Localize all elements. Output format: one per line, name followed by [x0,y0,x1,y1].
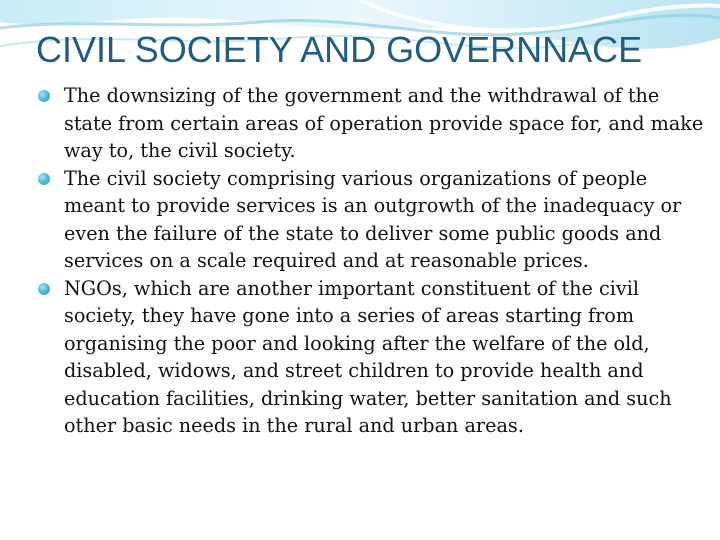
bullet-text: The civil society comprising various organizations of people meant to provide services is an outgrowth of the inadequacy or even the failure of the state to deliver some public goods and services on a scale required and at reasonable prices. [64,166,682,272]
bullet-dot-icon [38,90,50,102]
slide-title: CIVIL SOCIETY AND GOVERNNACE [36,29,643,70]
bullet-dot-icon [38,173,50,185]
bullet-text: The downsizing of the government and the withdrawal of the state from certain areas of operation provide space for, and make way to, the civil society. [64,84,704,162]
bullet-dot-icon [38,283,50,295]
bullet-text: NGOs, which are another important constituent of the civil society, they have gone into a series of areas starting from organising the poor and looking after the welfare of the old, disabled, widows, and street children to provide health and education facilities, drinking water, better sanitation and such other basic needs in the rural and urban areas. [64,276,672,437]
bullet-item [36,275,706,440]
bullet-item [36,165,706,275]
bullet-item [36,82,706,165]
bullet-list [36,82,706,440]
